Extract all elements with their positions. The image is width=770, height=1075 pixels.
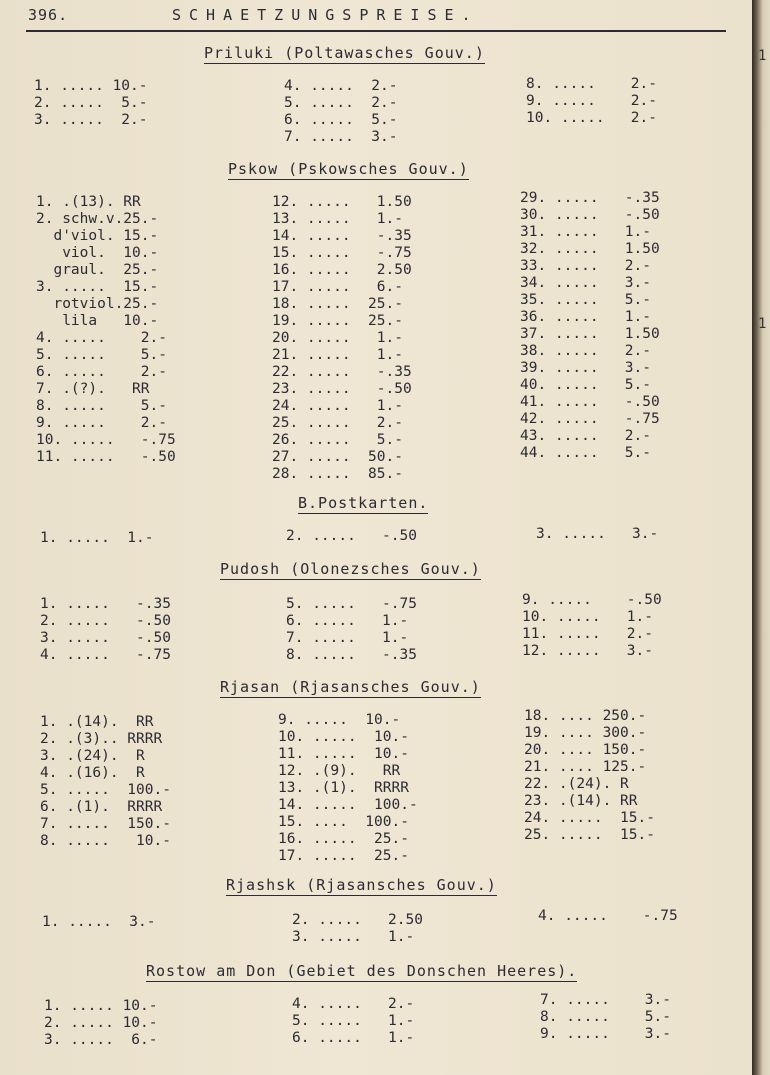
list-item: 8. ..... 5.- — [36, 398, 167, 414]
list-item: 10. ..... 1.- — [522, 609, 653, 625]
list-item: 39. ..... 3.- — [520, 360, 651, 376]
list-item: 5. ..... 2.- — [284, 95, 398, 111]
list-item: 2. ..... 10.- — [44, 1015, 158, 1031]
list-item: 7. .(?). RR — [36, 381, 150, 397]
pudosh-col-1 — [40, 596, 171, 664]
list-item: 25. ..... 2.- — [272, 415, 403, 431]
list-item: 8. ..... 10.- — [40, 833, 171, 849]
list-item: 29. ..... -.35 — [520, 190, 660, 206]
rjashsk-col-2 — [292, 912, 423, 946]
list-item: 2. ..... 2.50 — [292, 912, 423, 928]
list-item: 2. .(3).. RRRR — [40, 731, 163, 747]
list-item: 11. ..... 2.- — [522, 626, 653, 642]
list-item: 2. schw.v.25.- — [36, 211, 159, 227]
list-item: 6. ..... 1.- — [292, 1030, 415, 1046]
list-item: 15. .... 100.- — [278, 814, 409, 830]
list-item: 3. ..... -.50 — [40, 630, 171, 646]
list-item: 4. ..... -.75 — [40, 647, 171, 663]
section-title-rjashsk: Rjashsk (Rjasansches Gouv.) — [226, 876, 497, 894]
list-item: 3. ..... 2.- — [34, 112, 148, 128]
list-item: 27. ..... 50.- — [272, 449, 403, 465]
list-item: 25. ..... 15.- — [524, 827, 655, 843]
list-item: 14. ..... -.35 — [272, 228, 412, 244]
pskow-col-2 — [272, 194, 412, 483]
list-item: 5. ..... 1.- — [292, 1013, 415, 1029]
rjashsk-col-1 — [42, 914, 156, 931]
list-item: 1. ..... 10.- — [34, 78, 148, 94]
list-item: 3. ..... 1.- — [292, 929, 415, 945]
rjasan-col-1 — [40, 714, 171, 850]
page-number: 396. — [28, 6, 69, 24]
list-item: 41. ..... -.50 — [520, 394, 660, 410]
list-item: 4. ..... 2.- — [36, 330, 167, 346]
list-item: 3. .(24). R — [40, 748, 145, 764]
section-title-pskow: Pskow (Pskowsches Gouv.) — [228, 160, 469, 178]
rostow-col-2 — [292, 996, 414, 1047]
section-title-pudosh: Pudosh (Olonezsches Gouv.) — [220, 560, 481, 578]
next-page-mark: 1 — [758, 48, 767, 64]
list-item: 42. ..... -.75 — [520, 411, 660, 427]
list-item: 4. ..... -.75 — [538, 908, 678, 924]
list-item: 4. .(16). R — [40, 765, 145, 781]
list-item: 10. ..... 2.- — [526, 110, 657, 126]
postkarten-col-2 — [286, 528, 417, 545]
list-item: 7. ..... 1.- — [286, 630, 409, 646]
list-item: 31. ..... 1.- — [520, 224, 651, 240]
list-item: 23. .(14). RR — [524, 793, 638, 809]
list-item: 6. ..... 2.- — [36, 364, 167, 380]
list-item: 8. ..... -.35 — [286, 647, 417, 663]
list-item: 6. ..... 5.- — [284, 112, 398, 128]
list-item: 15. ..... -.75 — [272, 245, 412, 261]
list-item: 17. ..... 6.- — [272, 279, 403, 295]
list-item: 3. ..... 6.- — [44, 1032, 158, 1048]
list-item: 1. ..... -.35 — [40, 596, 171, 612]
list-item: 10. ..... 10.- — [278, 729, 409, 745]
list-item: 18. .... 250.- — [524, 708, 647, 724]
pskow-col-3 — [520, 190, 660, 462]
list-item: 7. ..... 3.- — [284, 129, 398, 145]
list-item: 37. ..... 1.50 — [520, 326, 660, 342]
priluki-col-3 — [526, 76, 657, 127]
list-item: 24. ..... 15.- — [524, 810, 655, 826]
list-item: 2. ..... -.50 — [286, 528, 417, 544]
list-item: 5. ..... 5.- — [36, 347, 167, 363]
section-title-rjasan: Rjasan (Rjasansches Gouv.) — [220, 678, 481, 696]
list-item: 12. ..... 1.50 — [272, 194, 412, 210]
list-item: 21. ..... 1.- — [272, 347, 403, 363]
section-title-priluki: Priluki (Poltawasches Gouv.) — [204, 44, 485, 62]
list-item: 40. ..... 5.- — [520, 377, 651, 393]
list-item: 23. ..... -.50 — [272, 381, 412, 397]
list-item: 8. ..... 5.- — [540, 1009, 671, 1025]
list-item: 1. .(14). RR — [40, 714, 154, 730]
list-item: 16. ..... 25.- — [278, 831, 409, 847]
list-item: 8. ..... 2.- — [526, 76, 657, 92]
list-item: 12. ..... 3.- — [522, 643, 653, 659]
rjasan-col-2 — [278, 712, 418, 865]
list-item: 11. ..... -.50 — [36, 449, 176, 465]
rjashsk-col-3 — [538, 908, 678, 925]
list-item: 5. ..... 100.- — [40, 782, 171, 798]
list-item: 9. ..... 3.- — [540, 1026, 671, 1042]
list-item: rotviol.25.- — [36, 296, 159, 312]
list-item: 13. ..... 1.- — [272, 211, 403, 227]
list-item: 7. ..... 3.- — [540, 992, 671, 1008]
list-item: 2. ..... 5.- — [34, 95, 148, 111]
priluki-col-2 — [284, 78, 398, 146]
list-item: 1. ..... 10.- — [44, 998, 158, 1014]
next-page-edge — [752, 0, 770, 1075]
list-item: 44. ..... 5.- — [520, 445, 651, 461]
list-item: d'viol. 15.- — [36, 228, 159, 244]
list-item: 14. ..... 100.- — [278, 797, 418, 813]
list-item: 6. .(1). RRRR — [40, 799, 163, 815]
list-item: 18. ..... 25.- — [272, 296, 403, 312]
list-item: 1. ..... 3.- — [42, 914, 156, 930]
list-item: 12. .(9). RR — [278, 763, 401, 779]
list-item: lila 10.- — [36, 313, 159, 329]
rjasan-col-3 — [524, 708, 655, 844]
list-item: 16. ..... 2.50 — [272, 262, 412, 278]
list-item: 9. ..... 2.- — [36, 415, 167, 431]
list-item: 32. ..... 1.50 — [520, 241, 660, 257]
list-item: 17. ..... 25.- — [278, 848, 409, 864]
list-item: 34. ..... 3.- — [520, 275, 651, 291]
list-item: 22. .(24). R — [524, 776, 629, 792]
list-item: 20. ..... 1.- — [272, 330, 403, 346]
list-item: 24. ..... 1.- — [272, 398, 403, 414]
list-item: 20. .... 150.- — [524, 742, 647, 758]
list-item: 38. ..... 2.- — [520, 343, 651, 359]
list-item: 22. ..... -.35 — [272, 364, 412, 380]
list-item: 7. ..... 150.- — [40, 816, 171, 832]
list-item: 30. ..... -.50 — [520, 207, 660, 223]
list-item: 5. ..... -.75 — [286, 596, 417, 612]
list-item: viol. 10.- — [36, 245, 159, 261]
priluki-col-1 — [34, 78, 148, 129]
list-item: 1. ..... 1.- — [40, 530, 154, 546]
header-rule — [26, 30, 726, 32]
list-item: 9. ..... 10.- — [278, 712, 401, 728]
section-title-postkarten: B.Postkarten. — [298, 494, 429, 512]
pskow-col-1 — [36, 194, 176, 466]
list-item: 9. ..... 2.- — [526, 93, 657, 109]
list-item: 10. ..... -.75 — [36, 432, 176, 448]
list-item: 4. ..... 2.- — [284, 78, 398, 94]
list-item: 19. .... 300.- — [524, 725, 647, 741]
page-title: SCHAETZUNGSPREISE. — [172, 6, 479, 24]
next-page-mark: 1 — [758, 316, 767, 332]
list-item: 21. .... 125.- — [524, 759, 647, 775]
list-item: 1. .(13). RR — [36, 194, 141, 210]
list-item: 3. ..... 3.- — [536, 526, 659, 542]
list-item: 11. ..... 10.- — [278, 746, 409, 762]
list-item: 36. ..... 1.- — [520, 309, 651, 325]
list-item: 26. ..... 5.- — [272, 432, 403, 448]
list-item: 19. ..... 25.- — [272, 313, 403, 329]
list-item: 6. ..... 1.- — [286, 613, 409, 629]
list-item: 13. .(1). RRRR — [278, 780, 409, 796]
section-title-rostow: Rostow am Don (Gebiet des Donschen Heeres). — [146, 962, 578, 980]
rostow-col-3 — [540, 992, 671, 1043]
list-item: 4. ..... 2.- — [292, 996, 415, 1012]
pudosh-col-2 — [286, 596, 417, 664]
list-item: 35. ..... 5.- — [520, 292, 651, 308]
list-item: 2. ..... -.50 — [40, 613, 171, 629]
list-item: 28. ..... 85.- — [272, 466, 403, 482]
postkarten-col-1 — [40, 530, 154, 547]
list-item: graul. 25.- — [36, 262, 159, 278]
list-item: 9. ..... -.50 — [522, 592, 662, 608]
rostow-col-1 — [44, 998, 158, 1049]
pudosh-col-3 — [522, 592, 662, 660]
list-item: 33. ..... 2.- — [520, 258, 651, 274]
list-item: 3. ..... 15.- — [36, 279, 159, 295]
list-item: 43. ..... 2.- — [520, 428, 651, 444]
postkarten-col-3 — [536, 526, 658, 543]
